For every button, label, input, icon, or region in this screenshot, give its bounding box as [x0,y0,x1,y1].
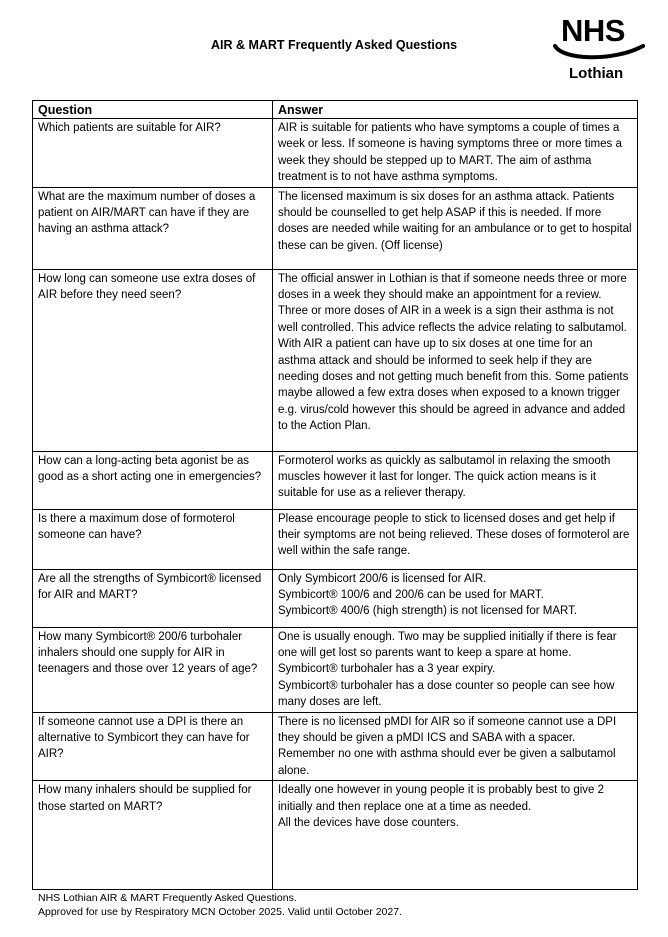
table-row [33,781,638,890]
nhs-lothian-logo [553,14,645,84]
question-cell: How can a long-acting beta agonist be as good as a short acting one in emergencies? [33,451,273,509]
answer-cell [273,187,638,269]
answer-text: All the devices have dose counters. [278,817,459,830]
logo-org: NHS [561,13,625,48]
answer-text: One is usually enough. Two may be supplied initially if there is fear one will get lost so parents want to keep a spare at home. [278,630,617,660]
answer-text: Symbicort® turbohaler has a 3 year expiry. [278,663,496,676]
table-row [33,712,638,781]
table-row [33,451,638,509]
column-header-question: Question [33,101,273,119]
answer-text: The licensed maximum is six doses for an asthma attack. Patients should be counselled to get help ASAP if this is needed. If more doses are needed while waiting for an ambulance or to get to hospital these can be given. (Off license) [278,190,632,252]
table-row [33,269,638,451]
answer-text: Ideally one however in young people it is probably best to give 2 initially and then replace one at a time as needed. [278,784,605,813]
answer-text: With AIR a patient can have up to six doses at one time for an asthma attack and should be informed to seek help if they are needing doses and not getting much benefit from this. Some patients maybe allowed a few extra doses when exposed to a known trigger e.g. virus/cold however this should be agreed in advance and added to the Action Plan. [278,338,629,433]
faq-table [32,100,638,890]
answer-text: The official answer in Lothian is that if someone needs three or more doses in a week they should make an appointment for a review. Three or more doses of AIR in a week is a sign their asthma is not well controlled. This advice reflects the advice relating to salbutamol. [278,272,627,334]
answer-text: AIR is suitable for patients who have symptoms a couple of times a week or less. If someone is having symptoms three or more times a week they should be stepped up to MART. The aim of asthma treatment is to not have asthma symptoms. [278,122,622,184]
answer-text: Only Symbicort 200/6 is licensed for AIR. [278,572,487,585]
footer-line: Approved for use by Respiratory MCN October 2025. Valid until October 2027. [38,906,402,918]
answer-cell [273,509,638,569]
answer-text: Please encourage people to stick to licensed doses and get help if their symptoms are not being relieved. These doses of formoterol are well within the safe range. [278,512,630,558]
answer-text: Symbicort® 100/6 and 200/6 can be used for MART. [278,589,544,602]
question-cell: Are all the strengths of Symbicort® licensed for AIR and MART? [33,569,273,627]
answer-cell [273,451,638,509]
question-cell: How many Symbicort® 200/6 turbohaler inhalers should one supply for AIR in teenagers and those over 12 years of age? [33,627,273,712]
document-footer [38,891,402,919]
table-row [33,509,638,569]
question-cell: How long can someone use extra doses of AIR before they need seen? [33,269,273,451]
answer-text: Symbicort® turbohaler has a dose counter so people can see how many doses are left. [278,679,615,709]
answer-cell [273,712,638,781]
answer-cell [273,119,638,188]
question-cell: If someone cannot use a DPI is there an alternative to Symbicort they can have for AIR? [33,712,273,781]
table-row [33,569,638,627]
question-cell: How many inhalers should be supplied for those started on MART? [33,781,273,890]
answer-text: There is no licensed pMDI for AIR so if someone cannot use a DPI they should be given a pMDI ICS and SABA with a spacer. [278,715,617,745]
question-cell: Which patients are suitable for AIR? [33,119,273,188]
question-cell: What are the maximum number of doses a patient on AIR/MART can have if they are having an asthma attack? [33,187,273,269]
answer-text: Formoterol works as quickly as salbutamol in relaxing the smooth muscles however it last for longer. The quick action means is it suitable for use as a reliever therapy. [278,454,611,500]
table-header-row [33,101,638,119]
answer-text: Symbicort® 400/6 (high strength) is not licensed for MART. [278,605,578,618]
question-cell: Is there a maximum dose of formoterol someone can have? [33,509,273,569]
logo-region: Lothian [569,65,624,82]
answer-text: Remember no one with asthma should ever be given a salbutamol alone. [278,748,616,777]
table-row [33,119,638,188]
column-header-answer: Answer [273,101,638,119]
document-title: AIR & MART Frequently Asked Questions [210,38,458,52]
table-row [33,627,638,712]
logo-swoosh-icon [553,42,645,64]
answer-cell [273,781,638,890]
answer-cell [273,627,638,712]
table-row [33,187,638,269]
answer-cell [273,269,638,451]
answer-cell [273,569,638,627]
footer-line: NHS Lothian AIR & MART Frequently Asked Questions. [38,892,297,904]
